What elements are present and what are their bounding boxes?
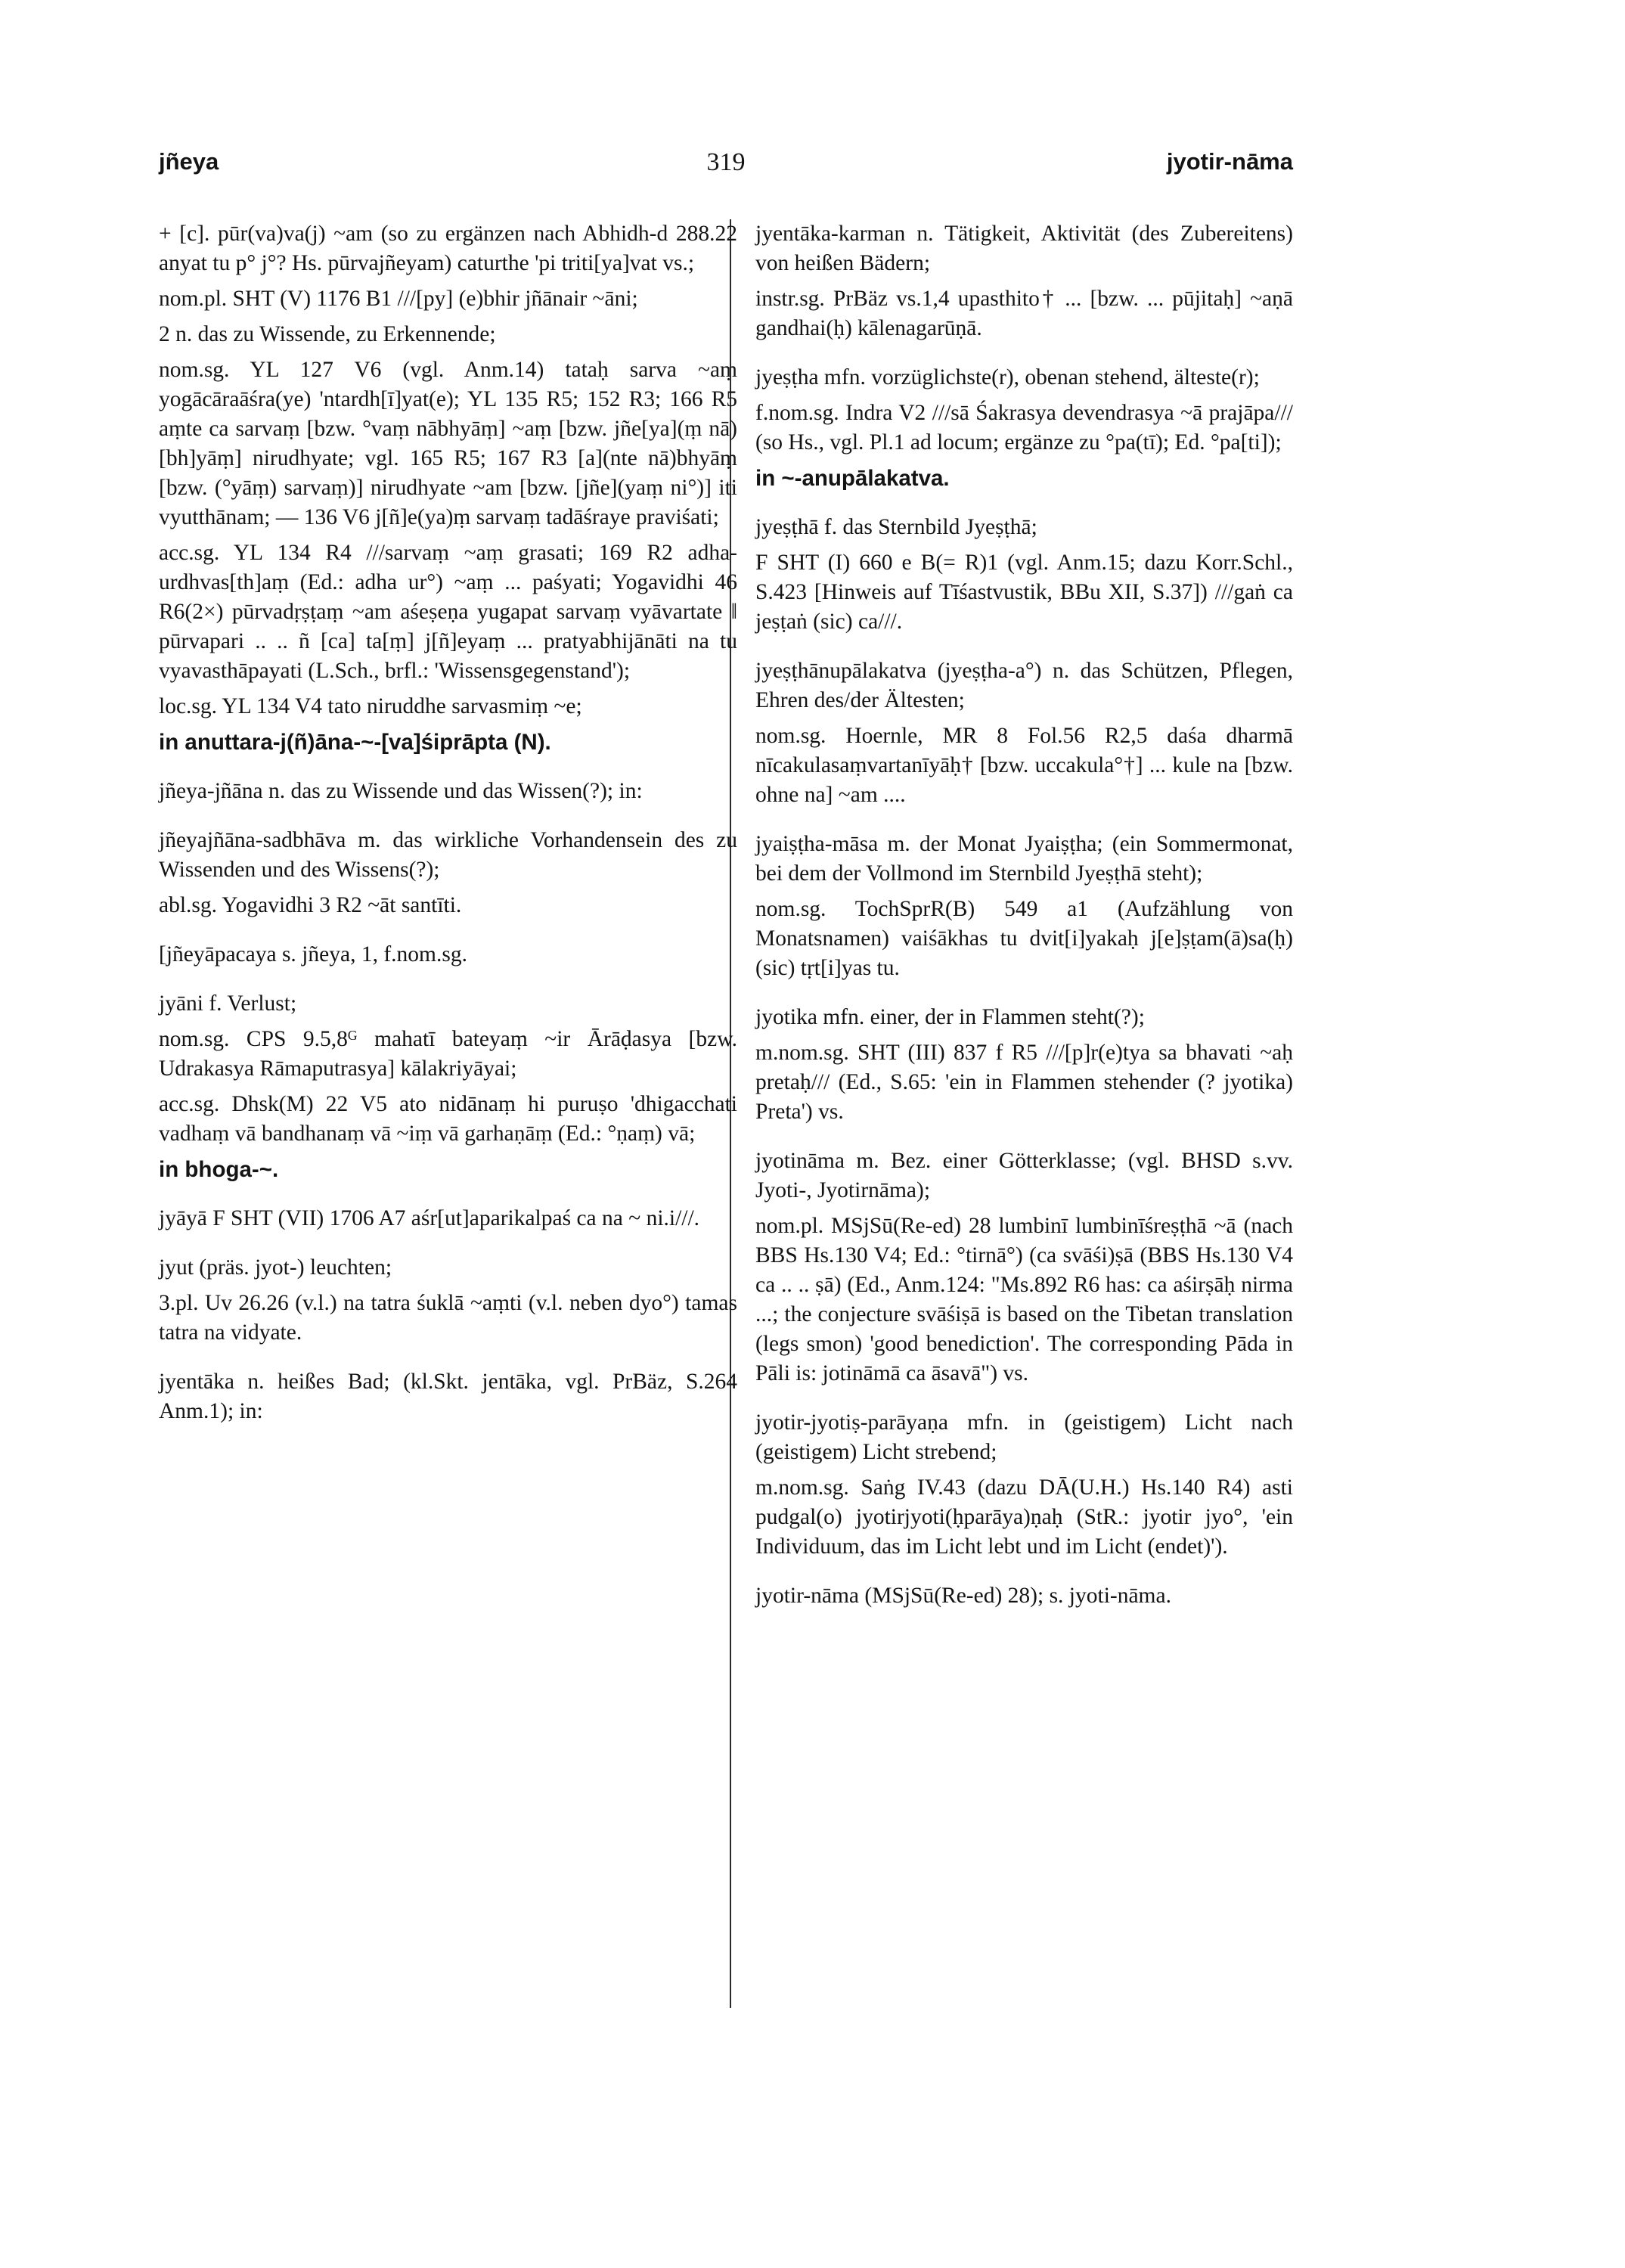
entry-jyentaka-karman [755, 219, 1293, 343]
entry-text: instr.sg. PrBäz vs.1,4 upasthito† ... [bzw. ... pūjitaḥ] ~aṇā gandhai(ḥ) kālenagarūṇā. [755, 287, 1293, 340]
entry-jneyapacaya [159, 940, 737, 970]
running-header [159, 148, 1293, 186]
entry-text: in ~-anupālakatva. [755, 466, 950, 491]
entry-jyaya [159, 1204, 737, 1233]
entry-text: jyāyā F SHT (VII) 1706 A7 aśr[ut]aparikalpaś ca na ~ ni.i///. [159, 1206, 700, 1230]
entry-jyotir-jyotis-parayana [755, 1408, 1293, 1562]
right-column [737, 219, 1293, 1630]
entry-text: acc.sg. Dhsk(M) 22 V5 ato nidānaṃ hi puruṣo 'dhigacchati vadhaṃ vā bandhanaṃ vā ~iṃ vā garhaṇāṃ (Ed.: °ṇaṃ) vā; [159, 1092, 737, 1146]
entry-text: jyāni f. Verlust; [159, 991, 297, 1016]
entry-text: nom.sg. YL 127 V6 (vgl. Anm.14) tataḥ sarva ~aṃ yogācāraāśra(ye) 'ntardh[ī]yat(e); YL 135 R5; 152 R3; 166 R5 aṃte ca sarvaṃ [bzw. °vaṃ nābhyāṃ] ~aṃ [bzw. jñe[ya](ṃ nā)[bh]yāṃ] nirudhyate; vgl. 165 R5; 167 R3 [a](nte nā)bhyāṃ [bzw. (°yāṃ) sarvaṃ)] nirudhyate ~am [bzw. [jñe](yaṃ ni°)] iti vyutthānam; — 136 V6 j[ñ]e(ya)ṃ sarvaṃ tadāśraye praviśati; [159, 358, 737, 529]
entry-jyaistha-masa [755, 830, 1293, 983]
entry-text: jyut (präs. jyot-) leuchten; [159, 1255, 392, 1280]
entry-text: [jñeyāpacaya s. jñeya, 1, f.nom.sg. [159, 942, 467, 966]
entry-text: jyeṣṭhā f. das Sternbild Jyeṣṭhā; [755, 515, 1037, 539]
entry-text: jyotir-jyotiṣ-parāyaṇa mfn. in (geistigem) Licht nach (geistigem) Licht strebend; [755, 1410, 1293, 1464]
entry-text: jyaiṣṭha-māsa m. der Monat Jyaiṣṭha; (ein Sommermonat, bei dem der Vollmond im Sternbild Jyeṣṭhā steht); [755, 832, 1293, 886]
entry-text: m.nom.sg. Saṅg IV.43 (dazu DĀ(U.H.) Hs.140 R4) asti pudgal(o) jyotirjyoti(ḥparāya)ṇaḥ (StR.: jyotir jyo°, 'ein Individuum, das im Licht lebt und im Licht (endet)'). [755, 1475, 1293, 1559]
page-number: 319 [706, 148, 746, 176]
entry-text: jyentāka n. heißes Bad; (kl.Skt. jentāka, vgl. PrBäz, S.264 Anm.1); in: [159, 1370, 737, 1423]
entry-text: F SHT (I) 660 e B(= R)1 (vgl. Anm.15; dazu Korr.Schl., S.423 [Hinweis auf Tīśastvustik, BBu XII, S.37]) ///gaṅ ca jeṣṭaṅ (sic) ca///. [755, 551, 1293, 634]
left-column [159, 219, 737, 1446]
entry-jyani [159, 989, 737, 1184]
entry-text: + [c]. pūr(va)va(j) ~am (so zu ergänzen nach Abhidh-d 288.22 anyat tu p° j°? Hs. pūrvajñeyam) caturthe 'pi triti[ya]vat vs.; [159, 222, 737, 275]
entry-text: abl.sg. Yogavidhi 3 R2 ~āt santīti. [159, 893, 462, 917]
entry-jyotinama [755, 1146, 1293, 1388]
entry-jneya-jnana [159, 777, 737, 806]
entry-jyentaka [159, 1367, 737, 1426]
entry-text: jyotināma m. Bez. einer Götterklasse; (vgl. BHSD s.vv. Jyoti-, Jyotirnāma); [755, 1149, 1293, 1202]
entry-text: nom.pl. MSjSū(Re-ed) 28 lumbinī lumbinīśreṣṭhā ~ā (nach BBS Hs.130 V4; Ed.: °tirnā°) (ca svāśi)ṣā (BBS Hs.130 V4 ca .. .. ṣā) (Ed., Anm.124: "Ms.892 R6 has: ca aśirṣāḥ nirma ...; the conjecture svāśiṣā is based on the Tibetan translation (legs smon) 'good benediction'. The corresponding Pāda in Pāli is: jotināmā ca āsavā") vs. [755, 1214, 1293, 1385]
entry-text: m.nom.sg. SHT (III) 837 f R5 ///[p]r(e)tya sa bhavati ~aḥ pretaḥ/// (Ed., S.65: 'ein in Flammen stehender (? jyotika) Preta') vs. [755, 1041, 1293, 1124]
entry-text: nom.pl. SHT (V) 1176 B1 ///[py] (e)bhir jñānair ~āni; [159, 287, 638, 311]
header-right-word: jyotir-nāma [1166, 148, 1293, 175]
entry-text: jyeṣṭhānupālakatva (jyeṣṭha-a°) n. das Schützen, Pflegen, Ehren des/der Ältesten; [755, 659, 1293, 712]
entry-text: 2 n. das zu Wissende, zu Erkennende; [159, 322, 496, 346]
entry-jyotir-nama [755, 1581, 1293, 1611]
entry-jyestha [755, 363, 1293, 493]
entry-jyotika [755, 1003, 1293, 1127]
entry-jyesthanupalakatva [755, 656, 1293, 810]
entry-jyestha-f [755, 513, 1293, 637]
entry-text: jñeya-jñāna n. das zu Wissende und das Wissen(?); in: [159, 779, 643, 803]
entry-text: nom.sg. TochSprR(B) 549 a1 (Aufzählung von Monatsnamen) vaiśākhas tu dvit[i]yakaḥ j[e]ṣṭam(ā)sa(ḥ) (sic) tṛt[i]yas tu. [755, 897, 1293, 980]
header-left-word: jñeya [159, 148, 219, 175]
entry-text: acc.sg. YL 134 R4 ///sarvaṃ ~aṃ grasati; 169 R2 adha-urdhvas[th]aṃ (Ed.: adha ur°) ~aṃ ... paśyati; Yogavidhi 46 R6(2×) pūrvadṛṣṭaṃ ~am aśeṣeṇa yugapat sarvaṃ vyāvartate ‖ pūrvapari .. .. ñ [ca] ta[ṃ] j[ñ]eyaṃ ... pratyabhijānāti na tu vyavasthāpayati (L.Sch., brfl.: 'Wissensgegenstand'); [159, 541, 737, 683]
entry-jneyajnana-sadbhava [159, 826, 737, 920]
entry-jneya-cont [159, 219, 737, 757]
entry-text: in anuttara-j(ñ)āna-~-[va]śiprāpta (N). [159, 730, 551, 755]
entry-text: jyeṣṭha mfn. vorzüglichste(r), obenan stehend, älteste(r); [755, 365, 1260, 389]
entry-text: f.nom.sg. Indra V2 ///sā Śakrasya devendrasya ~ā prajāpa/// (so Hs., vgl. Pl.1 ad locum; ergänze zu °pa(tī); Ed. °pa[ti]); [755, 401, 1293, 455]
entry-text: 3.pl. Uv 26.26 (v.l.) na tatra śuklā ~aṃti (v.l. neben dyo°) tamas tatra na vidyate. [159, 1291, 737, 1345]
entry-text: nom.sg. CPS 9.5,8ᴳ mahatī bateyaṃ ~ir Ārāḍasya [bzw. Udrakasya Rāmaputrasya] kālakriyāyai; [159, 1027, 737, 1081]
entry-text: jñeyajñāna-sadbhāva m. das wirkliche Vorhandensein des zu Wissenden und des Wissens(?); [159, 828, 737, 882]
entry-text: jyotir-nāma (MSjSū(Re-ed) 28); s. jyoti-nāma. [755, 1584, 1171, 1608]
entry-jyut [159, 1253, 737, 1348]
entry-text: nom.sg. Hoernle, MR 8 Fol.56 R2,5 daśa dharmā nīcakulasaṃvartanīyāḥ† [bzw. uccakula°†] ... kule na [bzw. ohne na] ~am .... [755, 724, 1293, 807]
entry-text: in bhoga-~. [159, 1157, 279, 1182]
entry-text: jyentāka-karman n. Tätigkeit, Aktivität (des Zubereitens) von heißen Bädern; [755, 222, 1293, 275]
entry-text: loc.sg. YL 134 V4 tato niruddhe sarvasmiṃ ~e; [159, 694, 582, 718]
entry-text: jyotika mfn. einer, der in Flammen steht(?); [755, 1005, 1145, 1029]
